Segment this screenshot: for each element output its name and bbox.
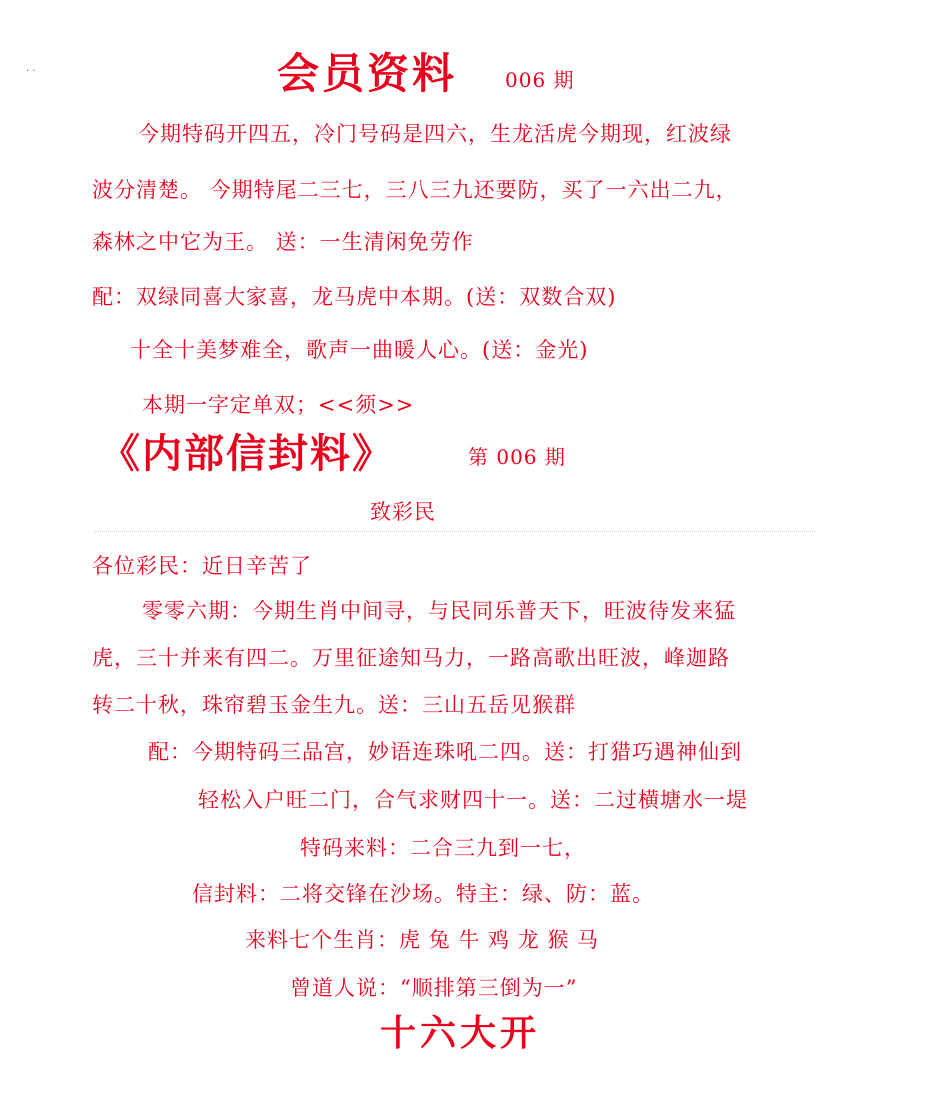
envelope-line-7: 特码来料：二合三九到一七， — [300, 836, 586, 860]
greeting-header: 致彩民 — [370, 500, 436, 524]
member-title: 会员资料 — [277, 49, 458, 98]
member-line-5: 十全十美梦难全，歌声一曲暖人心。(送：金光) — [130, 338, 589, 362]
member-line-4: 配：双绿同喜大家喜，龙马虎中本期。(送：双数合双) — [92, 285, 617, 309]
envelope-line-2: 零零六期：今期生肖中间寻，与民同乐普天下，旺波待发来猛 — [142, 599, 736, 623]
member-line-3: 森林之中它为王。 送：一生清闲免劳作 — [92, 230, 474, 254]
envelope-line-8: 信封料：二将交锋在沙场。特主：绿、防：蓝。 — [192, 882, 654, 906]
scan-speck: · · — [26, 66, 36, 77]
scan-artifact-line — [95, 531, 815, 533]
envelope-line-3: 虎，三十并来有四二。万里征途知马力，一路高歌出旺波，峰迦路 — [92, 646, 730, 670]
member-line-6: 本期一字定单双；<<须>> — [142, 393, 415, 417]
member-issue: 006 期 — [505, 68, 575, 92]
member-line-2: 波分清楚。 今期特尾二三七，三八三九还要防，买了一六出二九， — [92, 178, 738, 202]
envelope-line-10: 曾道人说：“顺排第三倒为一” — [290, 976, 578, 1000]
envelope-line-5: 配：今期特码三品宫，妙语连珠吼二四。送：打猎巧遇神仙到 — [148, 740, 742, 764]
envelope-line-9: 来料七个生肖：虎 兔 牛 鸡 龙 猴 马 — [245, 928, 600, 952]
envelope-line-4: 转二十秋，珠帘碧玉金生九。送：三山五岳见猴群 — [92, 693, 576, 717]
envelope-line-1: 各位彩民：近日辛苦了 — [92, 554, 312, 578]
envelope-line-6: 轻松入户旺二门，合气求财四十一。送：二过横塘水一堤 — [198, 788, 748, 812]
final-title: 十六大开 — [380, 1012, 541, 1054]
envelope-title: 《内部信封料》 — [100, 430, 394, 477]
envelope-issue: 第 006 期 — [468, 445, 566, 469]
member-line-1: 今期特码开四五，冷门号码是四六，生龙活虎今期现，红波绿 — [138, 122, 732, 146]
